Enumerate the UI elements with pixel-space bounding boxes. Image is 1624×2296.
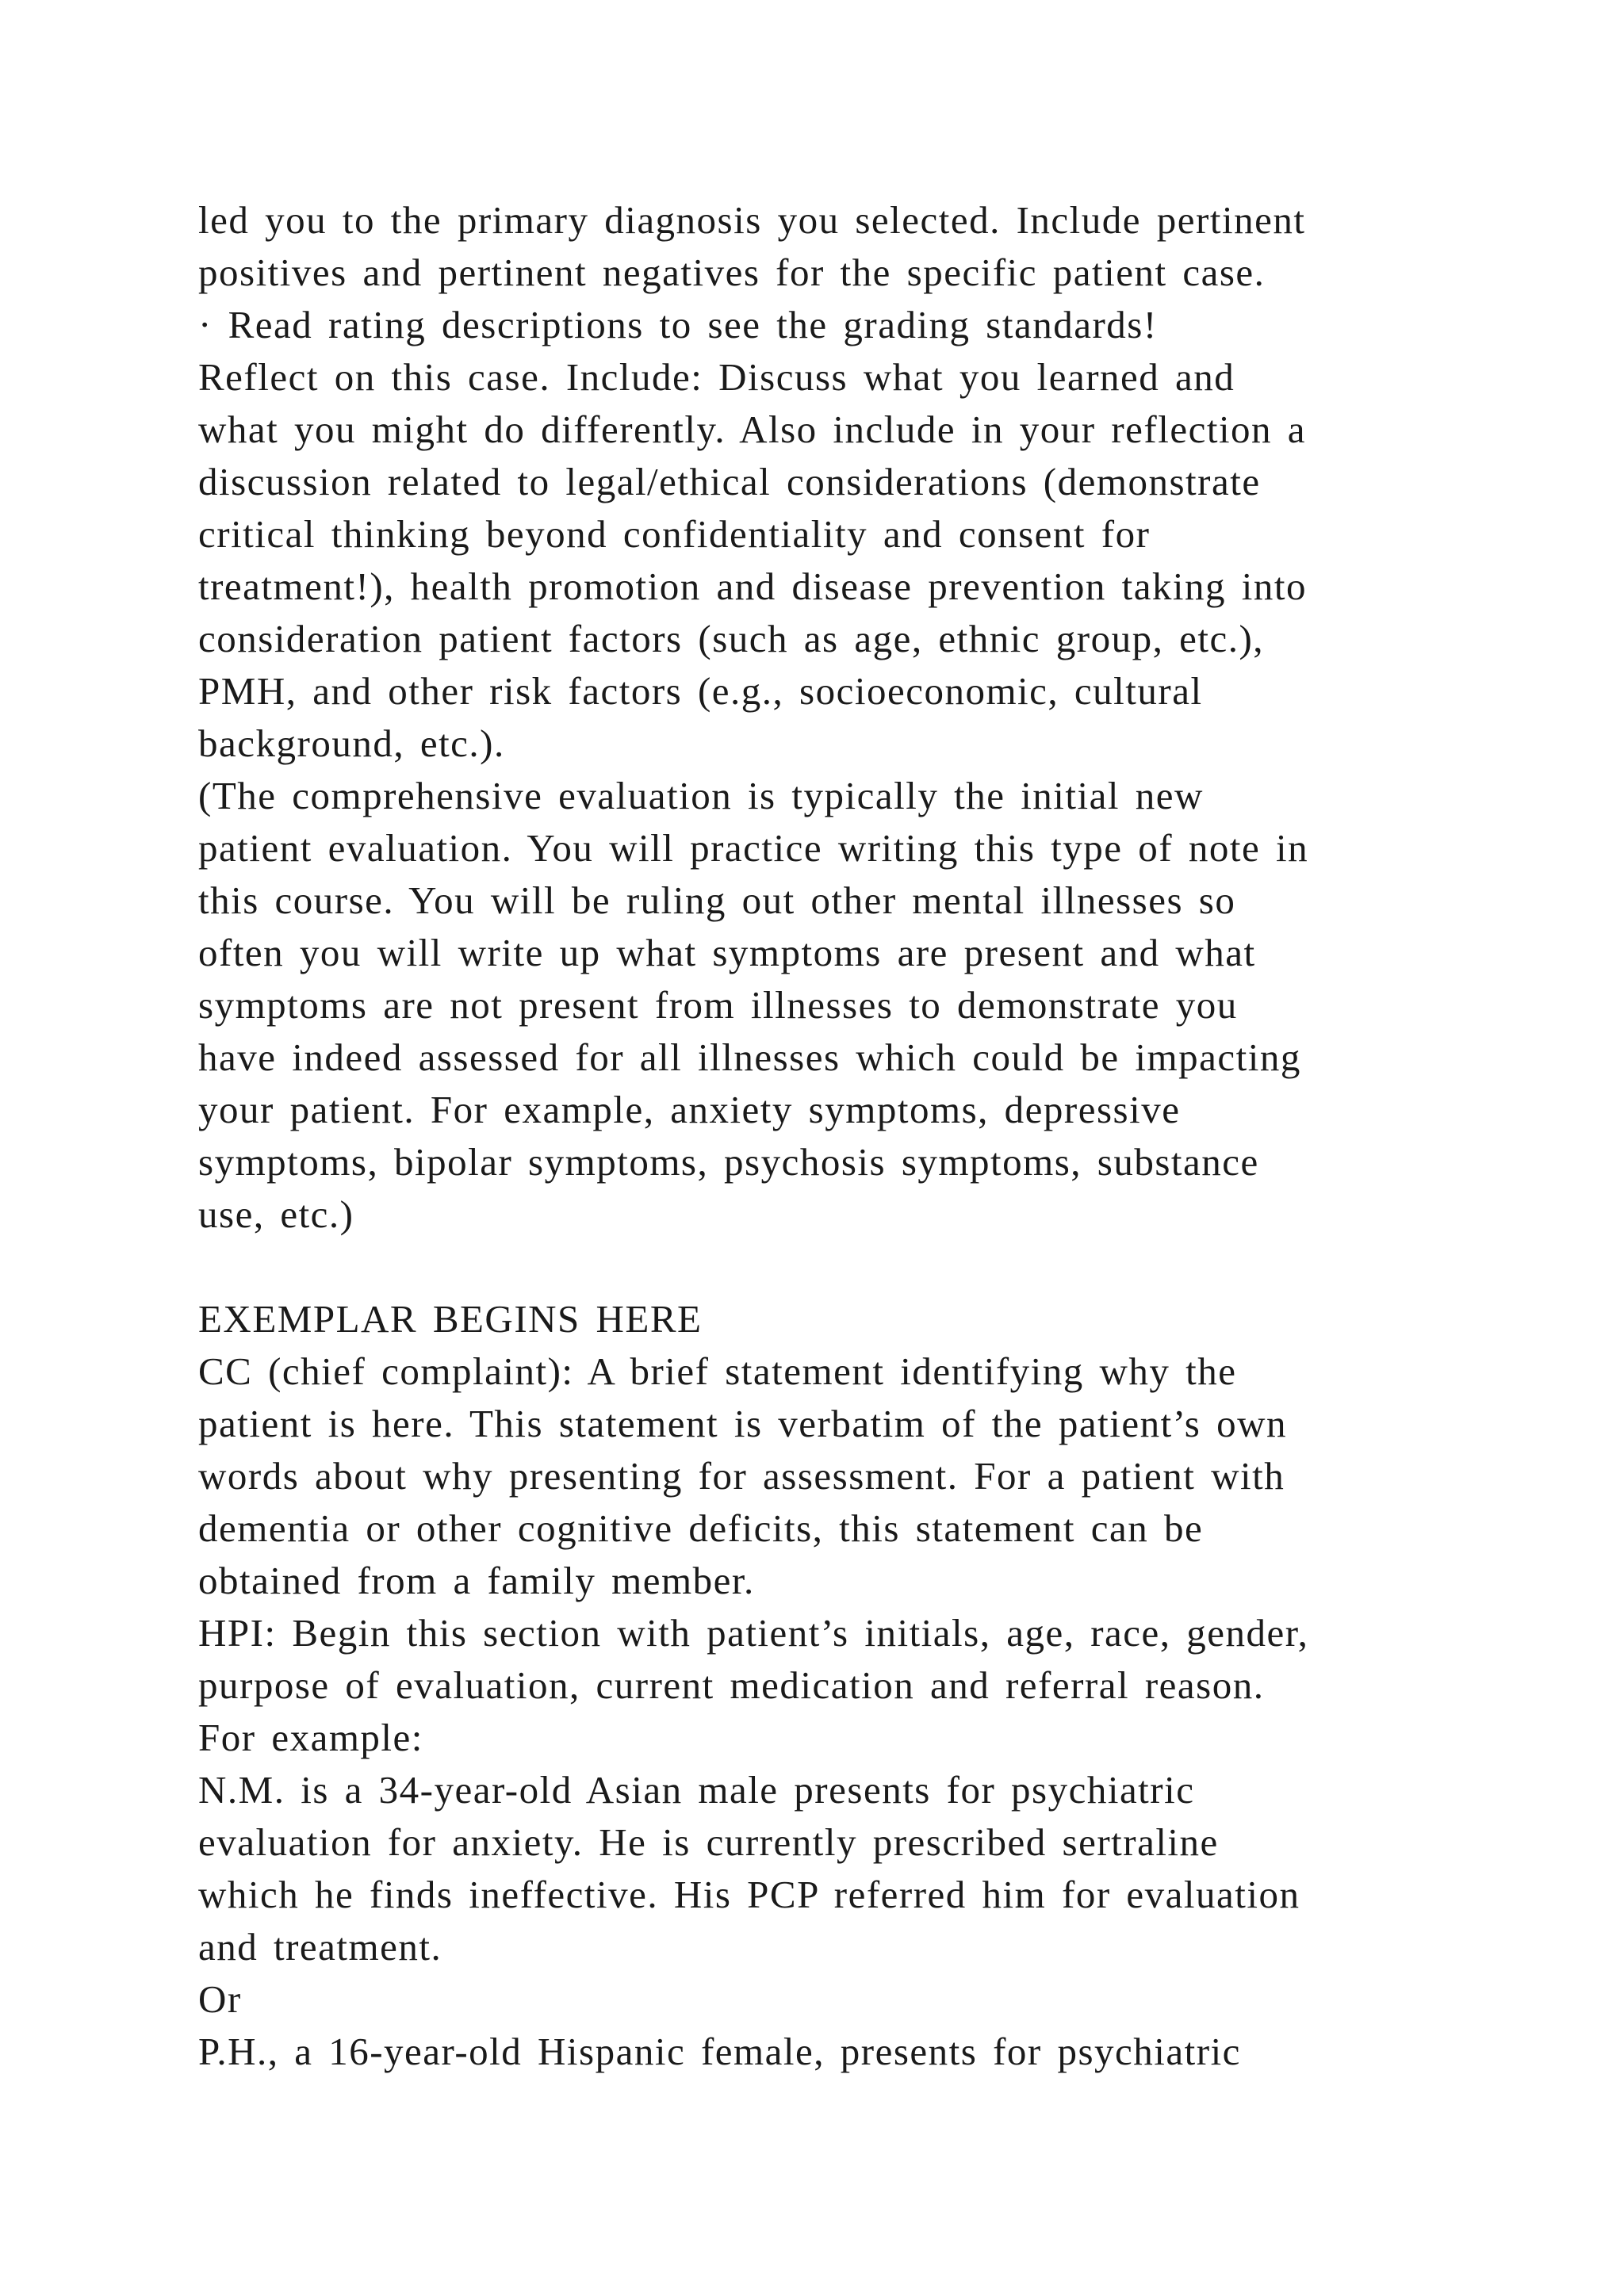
text-line: N.M. is a 34-year-old Asian male presents for psychiatric	[198, 1768, 1195, 1812]
text-line: and treatment.	[198, 1925, 442, 1969]
text-line: words about why presenting for assessment. For a patient with	[198, 1454, 1285, 1498]
text-line: symptoms, bipolar symptoms, psychosis symptoms, substance	[198, 1140, 1259, 1184]
text-line: (The comprehensive evaluation is typically the initial new	[198, 774, 1204, 817]
text-line: background, etc.).	[198, 721, 505, 765]
text-line: HPI: Begin this section with patient’s initials, age, race, gender,	[198, 1611, 1309, 1655]
text-line: use, etc.)	[198, 1192, 354, 1236]
text-line: Reflect on this case. Include: Discuss what you learned and	[198, 355, 1235, 399]
text-line: what you might do differently. Also include in your reflection a	[198, 408, 1307, 451]
text-line: CC (chief complaint): A brief statement identifying why the	[198, 1349, 1237, 1393]
text-line: · Read rating descriptions to see the grading standards!	[198, 303, 1158, 346]
text-line: positives and pertinent negatives for the specific patient case.	[198, 251, 1266, 294]
text-line: discussion related to legal/ethical considerations (demonstrate	[198, 460, 1261, 503]
text-line: critical thinking beyond confidentiality and consent for	[198, 512, 1151, 556]
blank-line	[198, 1241, 1499, 1293]
text-line: PMH, and other risk factors (e.g., socioeconomic, cultural	[198, 669, 1203, 713]
text-line: your patient. For example, anxiety symptoms, depressive	[198, 1088, 1181, 1131]
document-page	[198, 194, 1499, 2078]
section-heading: EXEMPLAR BEGINS HERE	[198, 1297, 703, 1341]
text-line: often you will write up what symptoms are present and what	[198, 931, 1256, 974]
text-line: For example:	[198, 1716, 423, 1759]
text-line: dementia or other cognitive deficits, this statement can be	[198, 1506, 1204, 1550]
text-line: led you to the primary diagnosis you selected. Include pertinent	[198, 198, 1306, 242]
text-line: Or	[198, 1977, 242, 2021]
text-line: have indeed assessed for all illnesses which could be impacting	[198, 1035, 1301, 1079]
text-line: symptoms are not present from illnesses to demonstrate you	[198, 983, 1238, 1027]
text-line: purpose of evaluation, current medication and referral reason.	[198, 1663, 1265, 1707]
text-line: which he finds ineffective. His PCP referred him for evaluation	[198, 1873, 1300, 1916]
text-line: consideration patient factors (such as age, ethnic group, etc.),	[198, 617, 1265, 660]
text-line: patient is here. This statement is verbatim of the patient’s own	[198, 1402, 1288, 1445]
text-line: obtained from a family member.	[198, 1559, 755, 1602]
text-line: patient evaluation. You will practice writing this type of note in	[198, 826, 1309, 870]
text-line: P.H., a 16-year-old Hispanic female, presents for psychiatric	[198, 2030, 1241, 2073]
text-line: treatment!), health promotion and disease prevention taking into	[198, 564, 1308, 608]
text-line: this course. You will be ruling out other mental illnesses so	[198, 878, 1236, 922]
text-line: evaluation for anxiety. He is currently prescribed sertraline	[198, 1820, 1219, 1864]
